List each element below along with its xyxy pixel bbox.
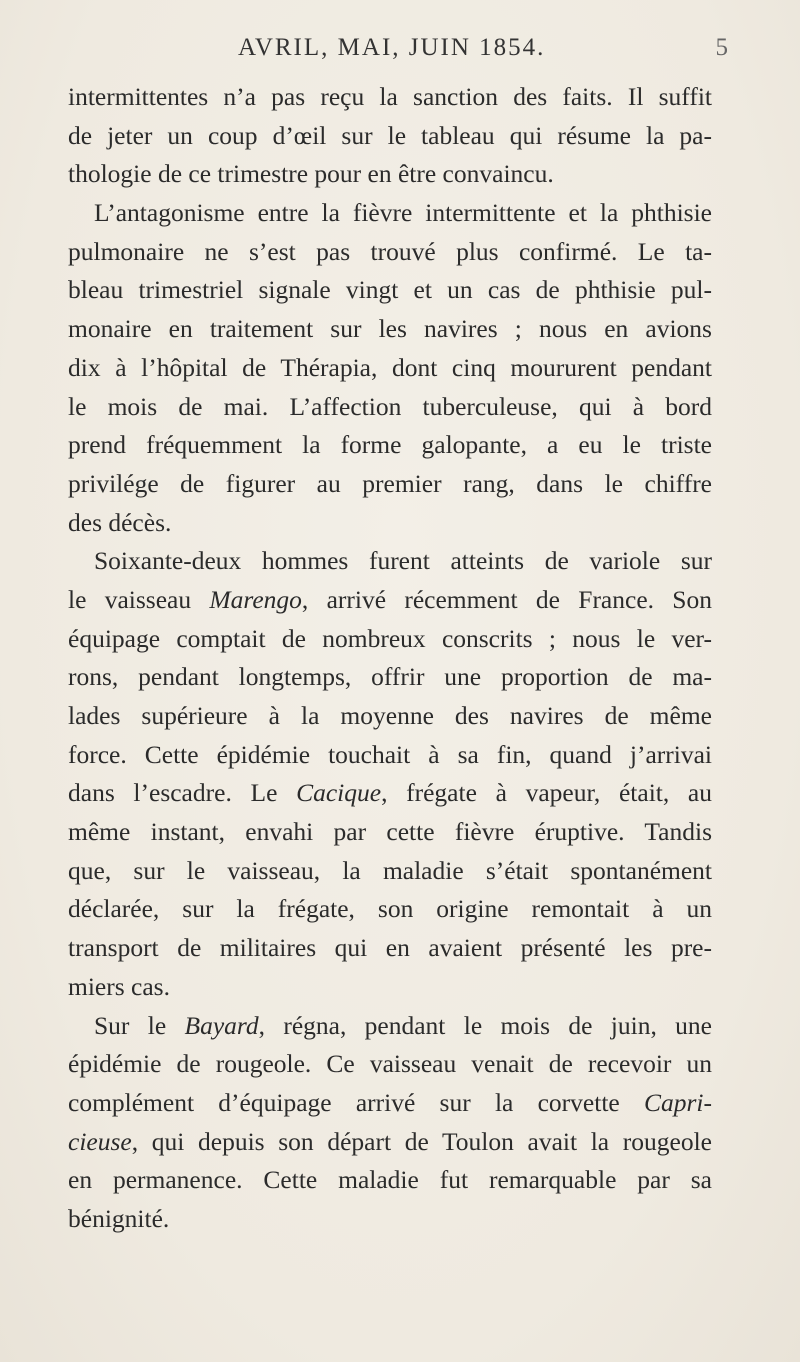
page-number: 5 xyxy=(715,34,728,61)
text-segment: , qui depuis son départ de Toulon avait la rougeole xyxy=(131,1126,712,1156)
ship-name: Cacique xyxy=(296,778,382,808)
ship-name: Marengo xyxy=(209,584,302,614)
text-line: intermittentes n’a pas reçu la sanction des faits. Il suffit xyxy=(68,82,712,111)
text-line: pulmonaire ne s’est pas trouvé plus confirmé. Le ta- xyxy=(68,236,712,266)
text-line: dix à l’hôpital de Thérapia, dont cinq moururent pendant xyxy=(68,352,712,382)
text-line: force. Cette épidémie touchait à sa fin, quand j’arrivai xyxy=(68,739,712,769)
text-line: thologie de ce trimestre pour en être convaincu. xyxy=(68,159,554,189)
text-line: que, sur le vaisseau, la maladie s’était spontanément xyxy=(68,855,712,885)
text-line xyxy=(68,1007,712,1046)
text-line xyxy=(68,1123,712,1162)
text-line: Soixante-deux hommes furent atteints de variole sur xyxy=(94,546,712,576)
text-line: des décès. xyxy=(68,507,172,537)
text-line: lades supérieure à la moyenne des navires de même xyxy=(68,701,712,730)
page-header xyxy=(60,34,728,68)
text-line: en permanence. Cette maladie fut remarquable par sa xyxy=(68,1165,712,1195)
text-line xyxy=(68,774,712,813)
text-line: L’antagonisme entre la fièvre intermittente et la phthisie xyxy=(94,198,712,228)
ship-name: Capri- xyxy=(643,1087,712,1117)
text-segment: , arrivé récemment de France. Son xyxy=(301,584,712,614)
text-segment: complément d’équipage arrivé sur la corvette xyxy=(68,1087,644,1117)
running-head: AVRIL, MAI, JUIN 1854. xyxy=(238,34,546,61)
text-segment: , frégate à vapeur, était, au xyxy=(381,778,713,808)
text-segment: le vaisseau xyxy=(68,584,210,614)
text-line: de jeter un coup d’œil sur le tableau qui résume la pa- xyxy=(68,120,712,150)
ship-name: cieuse xyxy=(68,1126,132,1156)
text-line: miers cas. xyxy=(68,971,170,1001)
body-text xyxy=(68,78,712,1239)
text-line: bénignité. xyxy=(68,1203,170,1233)
text-line: bleau trimestriel signale vingt et un cas de phthisie pul- xyxy=(68,275,712,305)
text-segment: Sur le xyxy=(94,1010,185,1040)
text-segment: dans l’escadre. Le xyxy=(68,778,297,808)
text-line: le mois de mai. L’affection tuberculeuse, qui à bord xyxy=(68,391,712,421)
text-line: monaire en traitement sur les navires ; nous en avions xyxy=(68,314,712,344)
text-line: rons, pendant longtemps, offrir une proportion de ma- xyxy=(68,662,712,692)
text-line xyxy=(68,581,712,620)
text-line: équipage comptait de nombreux conscrits ; nous le ver- xyxy=(68,623,712,653)
text-line: épidémie de rougeole. Ce vaisseau venait de recevoir un xyxy=(68,1049,712,1079)
text-segment: , régna, pendant le mois de juin, une xyxy=(258,1010,712,1040)
text-line: transport de militaires qui en avaient présenté les pre- xyxy=(68,933,712,963)
text-line: privilége de figurer au premier rang, dans le chiffre xyxy=(68,468,712,498)
text-line: prend fréquemment la forme galopante, a eu le triste xyxy=(68,430,712,460)
ship-name: Bayard xyxy=(184,1010,259,1040)
text-line: même instant, envahi par cette fièvre éruptive. Tandis xyxy=(68,817,712,847)
text-line xyxy=(68,1084,712,1123)
text-line: déclarée, sur la frégate, son origine remontait à un xyxy=(68,894,712,924)
